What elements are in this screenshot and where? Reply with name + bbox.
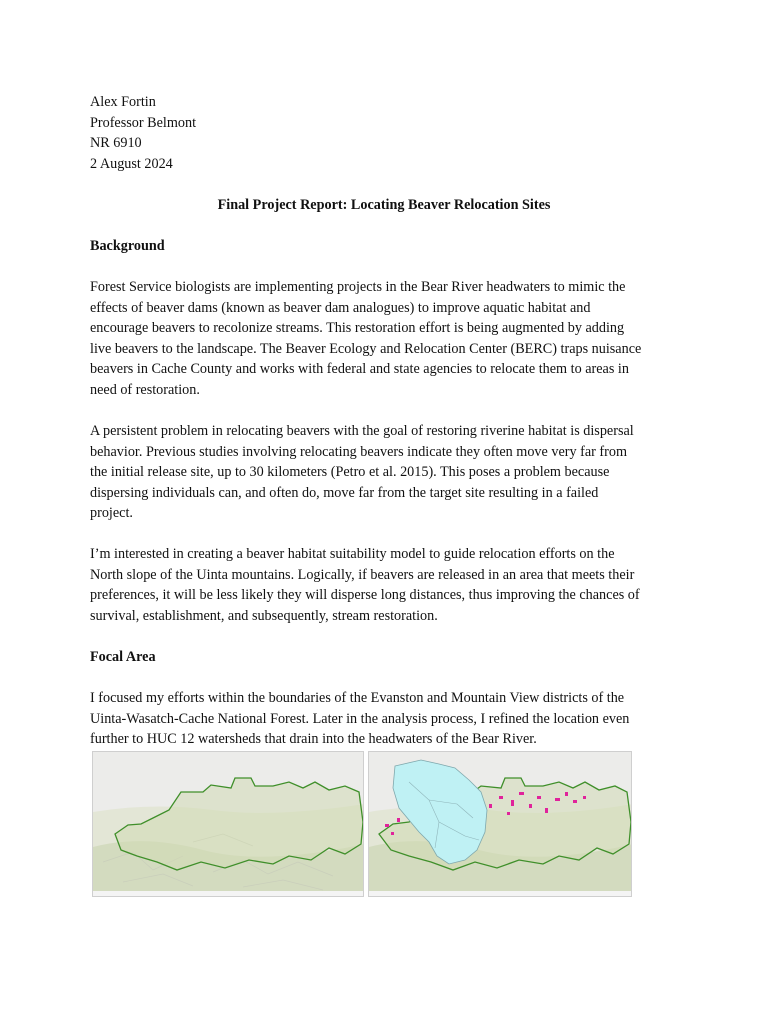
text-line: encourage beavers to recolonize streams. This restoration effort is being augmented by adding [90, 320, 625, 336]
text-line: I’m interested in creating a beaver habitat suitability model to guide relocation efforts on the [90, 546, 615, 562]
text-line: further to HUC 12 watersheds that drain into the headwaters of the Bear River. [90, 731, 537, 747]
text-line: the initial release site, up to 30 kilometers (Petro et al. 2015). This poses a problem because [90, 464, 610, 480]
text-line: I focused my efforts within the boundaries of the Evanston and Mountain View districts of the [90, 690, 625, 706]
text-line: North slope of the Uinta mountains. Logically, if beavers are released in an area that meets their [90, 566, 635, 583]
district-map-graphic [93, 752, 364, 897]
background-paragraph-1 [90, 277, 680, 400]
text-line: project. [90, 505, 133, 521]
header-block [90, 92, 196, 174]
text-line: Uinta-Wasatch-Cache National Forest. Later in the analysis process, I refined the location even [90, 710, 630, 727]
background-paragraph-2 [90, 421, 680, 524]
background-paragraph-3 [90, 544, 680, 626]
text-line: survival, establishment, and subsequently, stream restoration. [90, 607, 438, 624]
professor-name: Professor Belmont [90, 114, 197, 131]
background-heading: Background [90, 238, 165, 254]
focal-area-heading: Focal Area [90, 649, 156, 665]
author-name: Alex Fortin [90, 94, 156, 110]
district-boundary-map [92, 751, 364, 897]
report-title: Final Project Report: Locating Beaver Relocation Sites [217, 197, 551, 213]
report-date: 2 August 2024 [90, 155, 173, 172]
text-line: preferences, it will be less likely they will disperse long distances, thus improving the chances of [90, 587, 640, 603]
text-line: effects of beaver dams (known as beaver dam analogues) to improve aquatic habitat and [90, 299, 591, 316]
text-line: A persistent problem in relocating beavers with the goal of restoring riverine habitat is dispersal [90, 423, 634, 439]
text-line: need of restoration. [90, 381, 200, 398]
text-line: Forest Service biologists are implementing projects in the Bear River headwaters to mimic the [90, 279, 626, 295]
focal-area-paragraph [90, 688, 680, 750]
map-status-bar [369, 891, 632, 897]
course-number: NR 6910 [90, 135, 142, 151]
text-line: behavior. Previous studies involving relocating beavers indicate they often move very far from [90, 443, 627, 460]
map-status-bar [93, 891, 364, 897]
watershed-suitability-map [368, 751, 632, 897]
text-line: beavers in Cache County and works with federal and state agencies to relocate them to areas in [90, 361, 629, 377]
text-line: dispersing individuals can, and often do, move far from the target site resulting in a failed [90, 484, 599, 501]
text-line: live beavers to the landscape. The Beaver Ecology and Relocation Center (BERC) traps nuisance [90, 340, 642, 357]
watershed-map-graphic [369, 752, 632, 897]
